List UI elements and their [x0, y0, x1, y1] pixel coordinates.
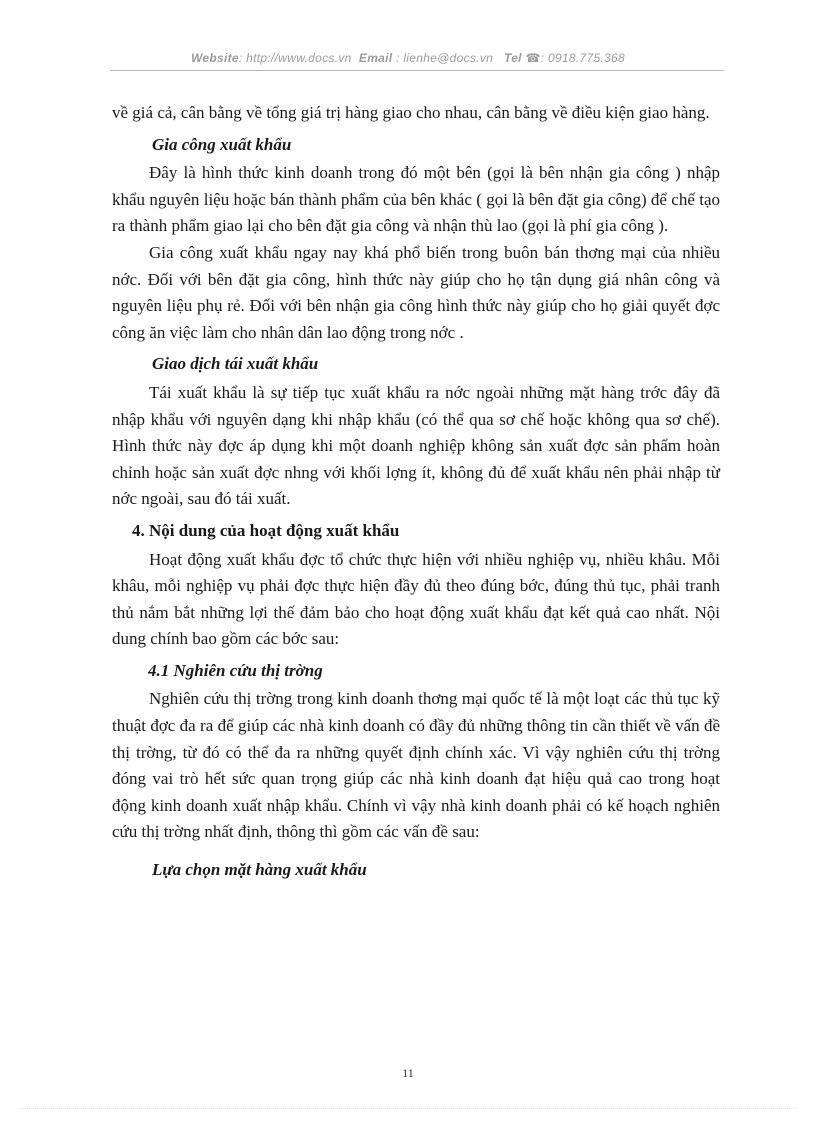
paragraph-3: Gia công xuất khẩu ngay nay khá phổ biến trong buôn bán thơng mại của nhiều nớc. Đối với bên đặt gia công, hình thức này giúp cho họ tận dụng giá nhân công và nguyên liệu phụ rẻ. Đối với bên nhận gia công hình thức này giúp cho họ giải quyết đợc công ăn việc làm cho nhân dân lao động trong nớc .	[112, 242, 720, 342]
paragraph-5: Hoạt động xuất khẩu đợc tổ chức thực hiện với nhiều nghiệp vụ, nhiều khâu. Mỗi khâu, mỗi nghiệp vụ phải đợc thực hiện đầy đủ theo đúng bớc, đúng thủ tục, phải tranh thủ nắm bắt những lợi thế đảm bảo cho hoạt động xuất khẩu đạt kết quả cao nhất. Nội dung chính bao gồm các bớc sau:	[112, 549, 720, 649]
paragraph-1: về giá cả, cân bằng về tổng giá trị hàng giao cho nhau, cân bằng về điều kiện giao hàng.	[112, 103, 710, 122]
website-label: Website	[191, 51, 239, 65]
website-value: : http://www.docs.vn	[238, 51, 352, 65]
phone-icon: ☎	[525, 51, 541, 65]
paragraph-6: Nghiên cứu thị trờng trong kinh doanh thơng mại quốc tế là một loạt các thủ tục kỹ thuật đợc đa ra để giúp các nhà kinh doanh có đầy đủ những thông tin cần thiết về vấn đề thị trờng, từ đó có thể đa ra những quyết định chính xác. Vì vậy nghiên cứu thị trờng đóng vai trò hết sức quan trọng giúp các nhà kinh doanh đạt hiệu quả cao trong hoạt động kinh doanh xuất nhập khẩu. Chính vì vậy nhà kinh doanh phải có kế hoạch nghiên cứu thị trờng nhất định, thông thì gồm các vấn đề sau:	[112, 689, 720, 842]
paragraph-4: Tái xuất khẩu là sự tiếp tục xuất khẩu ra nớc ngoài những mặt hàng trớc đây đã nhập khẩu với nguyên dạng khi nhập khẩu (có thể qua sơ chế hoặc không qua sơ chế). Hình thức này đợc áp dụng khi một doanh nghiệp không sản xuất đợc sản phẩm hoàn chỉnh hoặc sản xuất đợc nhng với khối lợng ít, không đủ để xuất khẩu nên phải nhập từ nớc ngoài, sau đó tái xuất.	[112, 382, 720, 509]
tel-label: Tel	[504, 51, 522, 65]
heading-gia-cong: Gia công xuất khẩu	[152, 134, 292, 154]
header-rule	[110, 70, 724, 71]
page-header	[0, 51, 816, 65]
paragraph-2: Đây là hình thức kinh doanh trong đó một bên (gọi là bên nhận gia công ) nhập khẩu nguyên liệu hoặc bán thành phẩm của bên khác ( gọi là bên đặt gia công) để chế tạo ra thành phẩm giao lại cho bên đặt gia công và nhận thù lao (gọi là phí gia công ).	[112, 163, 720, 236]
email-label: Email	[358, 51, 393, 65]
email-value: : lienhe@docs.vn	[396, 51, 494, 65]
footer-rule	[20, 1108, 796, 1109]
heading-section-4: 4. Nội dung của hoạt động xuất khẩu	[132, 520, 400, 540]
tel-value: : 0918.775.368	[540, 51, 625, 65]
heading-section-4-1: 4.1 Nghiên cứu thị trờng	[148, 660, 323, 680]
page-number: 11	[402, 1066, 414, 1080]
heading-lua-chon: Lựa chọn mặt hàng xuất khẩu	[152, 860, 367, 880]
document-body	[112, 100, 720, 886]
heading-tai-xuat: Giao dịch tái xuất khẩu	[152, 354, 319, 374]
